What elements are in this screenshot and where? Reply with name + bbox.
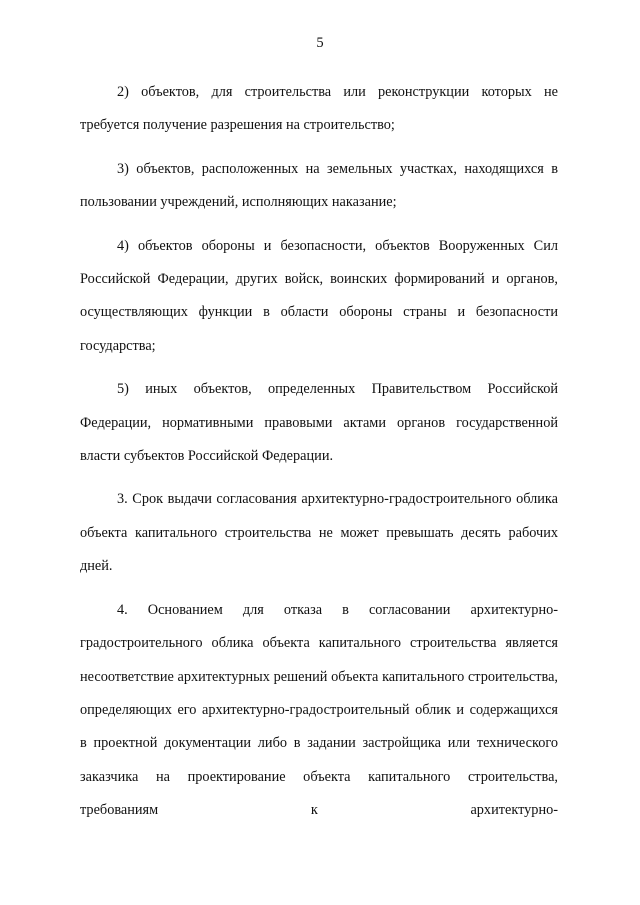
paragraph-clause-3: 3. Срок выдачи согласования архитектурно-градостроительного облика объекта капитального строительства не может превышать десять рабочих дней. — [80, 491, 558, 575]
page-number: 5 — [316, 35, 324, 51]
paragraph-item-2: 2) объектов, для строительства или реконструкции которых не требуется получение разрешения на строительство; — [80, 84, 558, 134]
paragraph-item-5: 5) иных объектов, определенных Правительством Российской Федерации, нормативными правовыми актами органов государственной власти субъектов Российской Федерации. — [80, 381, 558, 465]
document-body — [80, 76, 558, 838]
paragraph-item-4: 4) объектов обороны и безопасности, объектов Вооруженных Сил Российской Федерации, других войск, воинских формирований и органов, осуществляющих функции в области обороны страны и безопасности государства; — [80, 237, 558, 354]
paragraph-clause-4: 4. Основанием для отказа в согласовании архитектурно-градостроительного облика объекта капитального строительства является несоответствие архитектурных решений объекта капитального строительства, определяющих его архитектурно-градостроительный облик и содержащихся в проектной документации либо в задании застройщика или технического заказчика на проектирование объекта капитального строительства, требованиям к архитектурно- — [80, 601, 558, 819]
paragraph-item-3: 3) объектов, расположенных на земельных участках, находящихся в пользовании учреждений, исполняющих наказание; — [80, 160, 558, 211]
